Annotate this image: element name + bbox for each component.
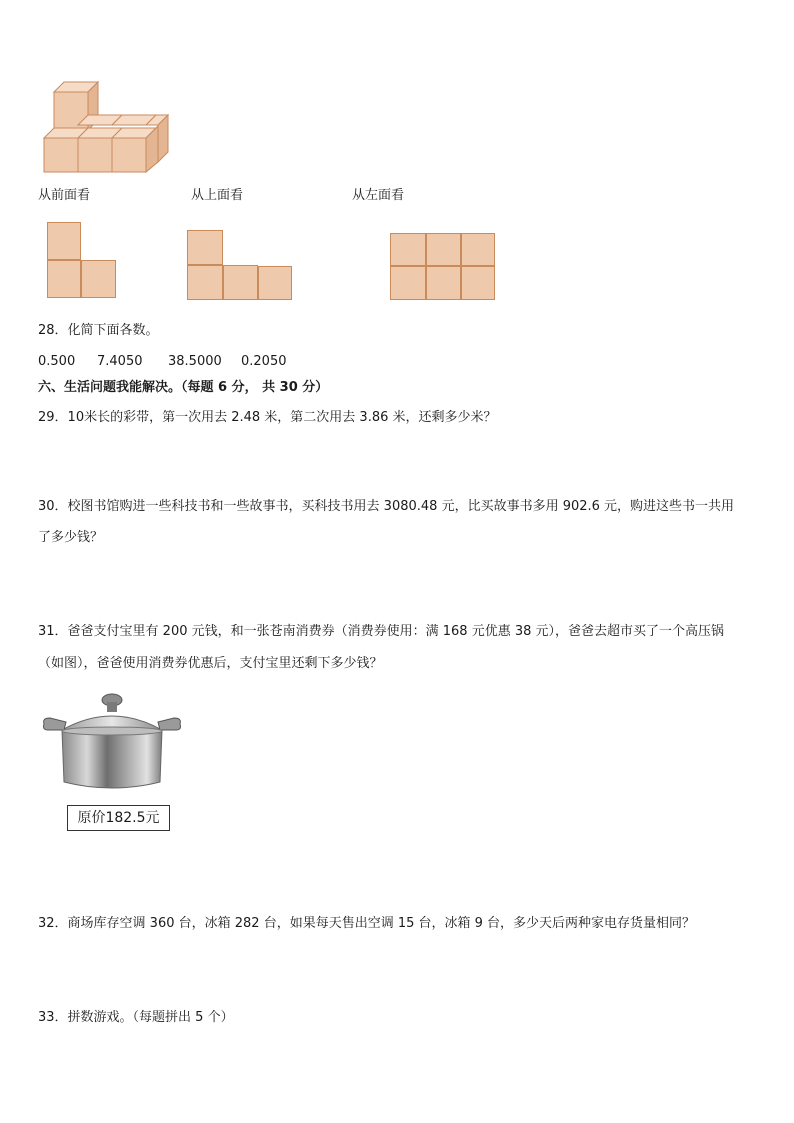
left-view-square: [461, 233, 495, 266]
label-left-view: 从左面看: [352, 188, 405, 203]
question-28: 28．化简下面各数。: [38, 323, 159, 338]
top-view-square: [258, 266, 292, 300]
q28-number: 38.5000: [168, 354, 222, 369]
question-32: 32．商场库存空调 360 台，冰箱 282 台，如果每天售出空调 15 台，冰箱 9 台，多少天后两种家电存货量相同？: [38, 916, 696, 931]
cube-stack-figure: [40, 78, 175, 174]
section-6-title: 六、生活问题我能解决。（每题 6 分， 共 30 分）: [38, 380, 329, 395]
left-view-square: [426, 266, 461, 300]
question-33: 33．拼数游戏。（每题拼出 5 个）: [38, 1010, 234, 1025]
q28-number: 7.4050: [97, 354, 143, 369]
left-view-square: [390, 233, 426, 266]
front-view-square: [81, 260, 116, 298]
q28-number: 0.500: [38, 354, 76, 369]
top-view-square: [187, 230, 223, 265]
question-31-line-2: （如图），爸爸使用消费券优惠后，支付宝里还剩下多少钱？: [38, 656, 383, 671]
front-view-square: [47, 260, 81, 298]
label-top-view: 从上面看: [191, 188, 244, 203]
top-view-square: [223, 265, 258, 300]
left-view-square: [426, 233, 461, 266]
label-front-view: 从前面看: [38, 188, 91, 203]
question-30-line-1: 30．校图书馆购进一些科技书和一些故事书，买科技书用去 3080.48 元，比买故事书多用 902.6 元，购进这些书一共用: [38, 499, 735, 514]
question-29: 29．10米长的彩带，第一次用去 2.48 米，第二次用去 3.86 米，还剩多少米？: [38, 410, 497, 425]
question-31-line-1: 31．爸爸支付宝里有 200 元钱，和一张苍南消费券（消费券使用：满 168 元优惠 38 元），爸爸去超市买了一个高压锅: [38, 624, 725, 639]
question-30-line-2: 了多少钱？: [38, 530, 104, 545]
q28-number: 0.2050: [241, 354, 287, 369]
front-view-square: [47, 222, 81, 260]
q28-number-list: [38, 352, 287, 372]
top-view-square: [187, 265, 223, 300]
left-view-square: [461, 266, 495, 300]
left-view-square: [390, 266, 426, 300]
pressure-cooker-image: [40, 690, 185, 802]
original-price-label: 原价182.5元: [67, 805, 170, 831]
